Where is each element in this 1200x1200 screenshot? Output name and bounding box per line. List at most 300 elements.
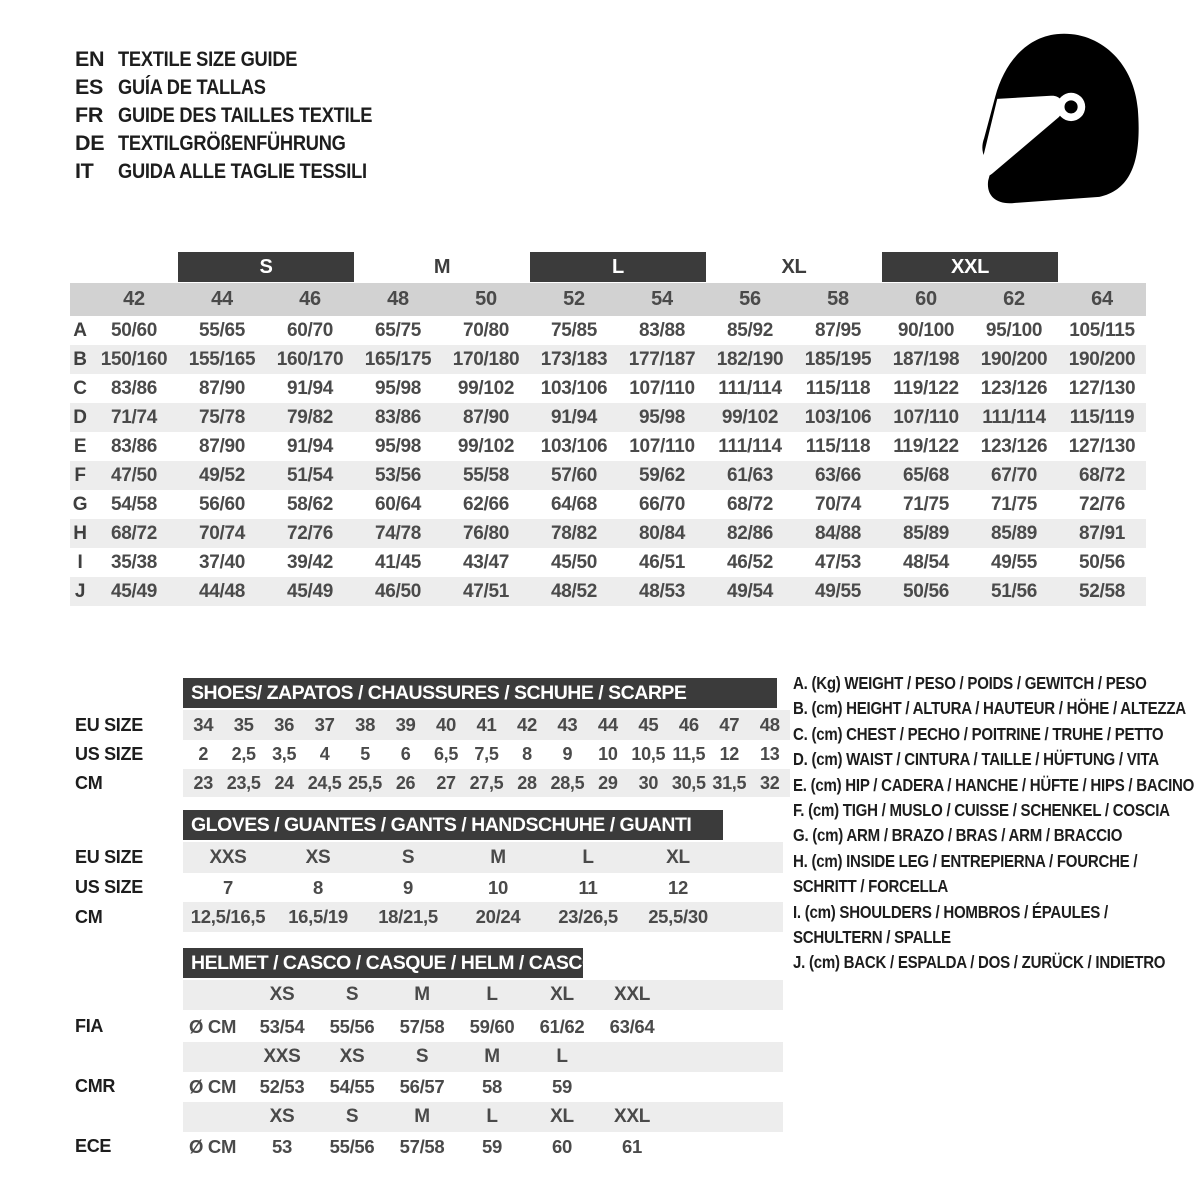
- size-value: 59: [552, 1076, 572, 1097]
- size-value: 8: [313, 877, 323, 898]
- language-code: FR: [75, 103, 104, 127]
- size-number: 50: [475, 288, 497, 310]
- size-value: 16,5/19: [288, 906, 348, 927]
- size-number: 52: [563, 288, 585, 310]
- measure-value: 59/62: [638, 465, 686, 486]
- measure-row-d: [70, 403, 1146, 432]
- measure-value: 67/70: [990, 465, 1038, 486]
- size-value: 12: [668, 877, 688, 898]
- size-value: 39: [395, 714, 416, 735]
- size-value: 27,5: [469, 773, 504, 793]
- measure-value: 95/98: [374, 378, 422, 399]
- measure-value: 50/56: [902, 581, 950, 602]
- size-value: 24,5: [307, 773, 342, 793]
- measure-row-b: [70, 345, 1146, 374]
- measure-row-i: [70, 548, 1146, 577]
- measure-value: 50/56: [1078, 552, 1126, 573]
- legend-line: C. (cm) CHEST / PECHO / POITRINE / TRUHE / PETTO: [793, 723, 1164, 744]
- size-number: 46: [299, 288, 321, 310]
- measure-value: 127/130: [1068, 378, 1136, 399]
- measure-value: 85/92: [726, 320, 774, 341]
- measure-value: 95/98: [374, 436, 422, 457]
- measure-value: 49/55: [814, 581, 862, 602]
- measure-value: 46/50: [374, 581, 422, 602]
- size-value: 60: [552, 1136, 572, 1157]
- legend-line: E. (cm) HIP / CADERA / HANCHE / HÜFTE / HIPS / BACINO: [793, 774, 1195, 795]
- gloves-us-size-label: US SIZE: [75, 877, 143, 897]
- size-value: 34: [193, 714, 214, 735]
- measure-value: 78/82: [550, 523, 598, 544]
- helmet-values-row-fia: [183, 1012, 783, 1041]
- measure-row-g: [70, 490, 1146, 519]
- size-value: L: [582, 847, 594, 868]
- size-value: 57/58: [399, 1136, 445, 1157]
- size-number: 62: [1003, 288, 1025, 310]
- size-number-row: [70, 283, 1146, 316]
- helmet-standard-label-cmr: CMR: [75, 1076, 116, 1096]
- measure-value: 83/86: [110, 378, 158, 399]
- size-value: XS: [269, 1106, 295, 1127]
- helmet-values-row-ece: [183, 1132, 783, 1161]
- measure-value: 83/86: [374, 407, 422, 428]
- legend-line: H. (cm) INSIDE LEG / ENTREPIERNA / FOURCHE /: [793, 850, 1138, 871]
- measure-value: 107/110: [629, 378, 695, 399]
- measure-value: 173/183: [540, 349, 608, 370]
- helmet-standard-label-fia: FIA: [75, 1016, 104, 1036]
- size-value: 30,5: [671, 773, 706, 793]
- measure-row-f: [70, 461, 1146, 490]
- measure-value: 103/106: [804, 407, 872, 428]
- shoes-cm-label: CM: [75, 773, 103, 793]
- measure-value: 51/54: [286, 465, 334, 486]
- size-value: 12: [719, 744, 739, 764]
- measure-value: 91/94: [286, 436, 334, 457]
- measure-value: 49/54: [726, 581, 774, 602]
- size-value: 59: [482, 1136, 502, 1157]
- measure-value: 115/118: [805, 436, 871, 457]
- size-value: 56/57: [399, 1076, 445, 1097]
- size-value: M: [490, 847, 506, 868]
- size-value: 10: [488, 877, 508, 898]
- row-letter: J: [74, 581, 86, 602]
- measure-value: 50/60: [110, 320, 158, 341]
- size-value: 40: [436, 714, 457, 735]
- measure-value: 48/54: [902, 552, 950, 573]
- measure-value: 155/165: [188, 349, 256, 370]
- measure-value: 115/118: [805, 378, 871, 399]
- measure-value: 119/122: [893, 378, 959, 399]
- size-value: 13: [760, 744, 780, 764]
- row-letter: D: [73, 407, 87, 428]
- gloves-section-header: GLOVES / GUANTES / GANTS / HANDSCHUHE / GUANTI: [183, 810, 723, 840]
- size-number: 54: [651, 288, 673, 310]
- measure-value: 165/175: [364, 349, 432, 370]
- size-value: 32: [760, 773, 780, 793]
- helmet-section-header: HELMET / CASCO / CASQUE / HELM / CASCO: [183, 948, 583, 978]
- size-value: 36: [274, 714, 295, 735]
- size-group-s: S: [178, 252, 354, 282]
- measure-value: 177/187: [628, 349, 696, 370]
- size-value: 23,5: [226, 773, 261, 793]
- measure-value: 187/198: [892, 349, 960, 370]
- measure-value: 51/56: [990, 581, 1038, 602]
- size-value: 47: [719, 714, 740, 735]
- legend-line: J. (cm) BACK / ESPALDA / DOS / ZURÜCK / INDIETRO: [793, 952, 1166, 973]
- size-value: 28,5: [550, 773, 585, 793]
- size-value: XXS: [209, 847, 247, 868]
- measure-value: 123/126: [980, 378, 1048, 399]
- measure-value: 47/53: [814, 552, 862, 573]
- measure-value: 63/66: [814, 465, 862, 486]
- measure-value: 91/94: [286, 378, 334, 399]
- shoes-us-size-label: US SIZE: [75, 744, 143, 764]
- size-value: 45: [638, 714, 659, 735]
- measure-value: 80/84: [638, 523, 686, 544]
- legend-line: D. (cm) WAIST / CINTURA / TAILLE / HÜFTUNG / VITA: [793, 749, 1159, 770]
- size-value: 12,5/16,5: [190, 906, 266, 927]
- measure-value: 75/78: [198, 407, 246, 428]
- measure-value: 150/160: [100, 349, 168, 370]
- size-value: 61/62: [539, 1016, 585, 1037]
- legend-line: SCHRITT / FORCELLA: [793, 876, 949, 897]
- measure-value: 127/130: [1068, 436, 1136, 457]
- measure-value: 72/76: [1078, 494, 1126, 515]
- size-value: 10: [598, 744, 618, 764]
- legend-line: G. (cm) ARM / BRAZO / BRAS / ARM / BRACCIO: [793, 825, 1123, 846]
- measure-value: 47/51: [462, 581, 510, 602]
- measure-value: 70/80: [462, 320, 510, 341]
- measure-value: 170/180: [452, 349, 520, 370]
- size-number: 58: [827, 288, 849, 310]
- measure-value: 115/119: [1069, 407, 1135, 428]
- row-letter: I: [77, 552, 83, 573]
- size-value: 37: [314, 714, 335, 735]
- size-value: XS: [269, 984, 295, 1005]
- measure-value: 82/86: [726, 523, 774, 544]
- size-value: L: [486, 1106, 498, 1127]
- row-letter: B: [73, 349, 87, 370]
- row-letter: E: [73, 436, 87, 457]
- legend-line: A. (Kg) WEIGHT / PESO / POIDS / GEWITCH / PESO: [793, 673, 1147, 693]
- language-row: [75, 157, 411, 185]
- language-code: EN: [75, 47, 105, 71]
- size-value: 59/60: [469, 1016, 515, 1037]
- measure-value: 61/63: [726, 465, 774, 486]
- size-value: 11: [578, 877, 598, 898]
- size-value: XL: [550, 1106, 574, 1127]
- size-value: L: [486, 984, 498, 1005]
- measure-value: 95/98: [638, 407, 686, 428]
- shoes-eu-row: [183, 710, 790, 740]
- size-value: XXL: [613, 984, 651, 1005]
- legend-line: I. (cm) SHOULDERS / HOMBROS / ÉPAULES /: [793, 901, 1108, 922]
- measure-row-a: [70, 316, 1146, 345]
- measure-value: 49/52: [198, 465, 246, 486]
- measure-value: 60/70: [286, 320, 334, 341]
- gloves-eu-row: [183, 842, 783, 873]
- textile-size-table: [70, 252, 1146, 612]
- measure-value: 48/52: [550, 581, 598, 602]
- measure-value: 71/74: [110, 407, 158, 428]
- measure-value: 123/126: [980, 436, 1048, 457]
- measure-value: 74/78: [374, 523, 422, 544]
- size-value: 18/21,5: [378, 906, 438, 927]
- measure-row-h: [70, 519, 1146, 548]
- size-value: XS: [339, 1046, 365, 1067]
- measure-value: 103/106: [540, 378, 608, 399]
- size-value: 5: [360, 744, 370, 764]
- row-letter: F: [74, 465, 86, 486]
- measure-value: 70/74: [814, 494, 862, 515]
- helmet-sizes-row-ece: [183, 1102, 783, 1132]
- language-title: TEXTILE SIZE GUIDE: [118, 47, 298, 71]
- measure-value: 99/102: [457, 436, 515, 457]
- measure-value: 72/76: [286, 523, 334, 544]
- size-value: 2: [198, 744, 209, 764]
- size-value: 27: [436, 773, 456, 793]
- measure-value: 71/75: [902, 494, 950, 515]
- measure-value: 119/122: [893, 436, 959, 457]
- size-value: 30: [638, 773, 659, 793]
- row-letter: H: [73, 523, 87, 544]
- measure-value: 41/45: [374, 552, 422, 573]
- size-value: 44: [597, 714, 618, 735]
- measure-value: 99/102: [457, 378, 515, 399]
- measure-value: 70/74: [198, 523, 246, 544]
- size-value: 2,5: [231, 744, 256, 764]
- measure-value: 62/66: [462, 494, 510, 515]
- shoes-cm-row: [183, 769, 790, 797]
- size-number: 60: [915, 288, 937, 310]
- measure-value: 46/52: [726, 552, 774, 573]
- size-number: 42: [123, 288, 145, 310]
- measure-value: 85/89: [902, 523, 950, 544]
- measure-value: 48/53: [638, 581, 686, 602]
- size-value: 20/24: [475, 906, 521, 927]
- measure-row-c: [70, 374, 1146, 403]
- size-value: 4: [319, 744, 330, 764]
- size-value: XS: [305, 847, 331, 868]
- measure-value: 83/88: [638, 320, 686, 341]
- size-value: 31,5: [712, 773, 747, 793]
- legend-line: F. (cm) TIGH / MUSLO / CUISSE / SCHENKEL / COSCIA: [793, 799, 1170, 820]
- size-number: 64: [1091, 288, 1113, 310]
- shoes-eu-size-label: EU SIZE: [75, 715, 143, 735]
- row-letter: G: [72, 494, 88, 515]
- measure-value: 105/115: [1069, 320, 1135, 341]
- row-letter: A: [73, 320, 87, 341]
- size-value: S: [401, 847, 415, 868]
- measure-value: 65/75: [374, 320, 422, 341]
- measure-value: 84/88: [814, 523, 862, 544]
- size-value: 24: [274, 773, 294, 793]
- measurement-legend: [793, 671, 1200, 976]
- gloves-eu-size-label: EU SIZE: [75, 847, 143, 867]
- measure-value: 39/42: [286, 552, 334, 573]
- size-value: 7,5: [474, 744, 499, 764]
- measure-value: 87/90: [462, 407, 510, 428]
- size-number: 56: [739, 288, 761, 310]
- measure-value: 45/50: [550, 552, 598, 573]
- size-value: XXL: [613, 1106, 651, 1127]
- size-value: 26: [395, 773, 416, 793]
- language-code: IT: [75, 159, 94, 183]
- measure-value: 111/114: [982, 407, 1046, 428]
- size-value: 3,5: [272, 744, 297, 764]
- size-value: 46: [678, 714, 699, 735]
- size-value: 25,5/30: [648, 906, 708, 927]
- size-value: 11,5: [672, 744, 706, 764]
- measure-value: 65/68: [902, 465, 950, 486]
- measure-value: 87/95: [814, 320, 862, 341]
- language-row: [75, 73, 292, 101]
- measure-value: 46/51: [638, 552, 686, 573]
- measure-value: 64/68: [550, 494, 598, 515]
- size-value: 38: [355, 714, 376, 735]
- size-value: M: [484, 1046, 500, 1067]
- measure-value: 68/72: [110, 523, 158, 544]
- measure-value: 52/58: [1078, 581, 1126, 602]
- shoes-us-row: [183, 741, 790, 768]
- measure-value: 76/80: [462, 523, 510, 544]
- size-value: 54/55: [329, 1076, 375, 1097]
- helmet-sizes-row-cmr: [183, 1042, 783, 1072]
- helmet-sizes-row-fia: [183, 980, 783, 1010]
- measure-value: 95/100: [985, 320, 1043, 341]
- measure-value: 66/70: [638, 494, 686, 515]
- measure-value: 37/40: [198, 552, 246, 573]
- language-title: TEXTILGRÖßENFÜHRUNG: [118, 131, 346, 155]
- measure-value: 190/200: [1068, 349, 1136, 370]
- size-value: 25,5: [348, 773, 382, 793]
- measure-value: 58/62: [286, 494, 334, 515]
- language-row: [75, 45, 329, 73]
- measure-value: 87/91: [1078, 523, 1126, 544]
- size-number: 44: [211, 288, 233, 310]
- measure-value: 107/110: [893, 407, 959, 428]
- size-group-m: M: [433, 256, 451, 278]
- diameter-cm-prefix: Ø CM: [189, 1136, 237, 1157]
- size-number: 48: [387, 288, 409, 310]
- size-value: 8: [522, 744, 532, 764]
- size-value: 55/56: [329, 1016, 375, 1037]
- size-value: XL: [666, 847, 690, 868]
- language-title: GUÍA DE TALLAS: [118, 75, 266, 99]
- measure-value: 111/114: [718, 436, 782, 457]
- size-group-xl: XL: [781, 256, 807, 278]
- size-value: 58: [482, 1076, 502, 1097]
- measure-value: 35/38: [110, 552, 158, 573]
- measure-value: 190/200: [980, 349, 1048, 370]
- gloves-cm-row: [183, 902, 783, 932]
- measure-value: 160/170: [276, 349, 344, 370]
- size-value: M: [414, 1106, 430, 1127]
- size-value: 23/26,5: [558, 906, 618, 927]
- measure-value: 57/60: [550, 465, 598, 486]
- measure-value: 60/64: [374, 494, 422, 515]
- measure-value: 49/55: [990, 552, 1038, 573]
- size-value: S: [345, 984, 359, 1005]
- size-value: S: [345, 1106, 359, 1127]
- size-value: 7: [223, 877, 233, 898]
- measure-value: 45/49: [286, 581, 334, 602]
- language-row: [75, 101, 417, 129]
- size-value: L: [556, 1046, 568, 1067]
- size-value: 53: [272, 1136, 292, 1157]
- size-value: XXS: [263, 1046, 301, 1067]
- size-value: 6,5: [433, 744, 459, 764]
- measure-value: 43/47: [462, 552, 510, 573]
- size-value: 9: [403, 877, 413, 898]
- measure-value: 71/75: [990, 494, 1038, 515]
- size-value: 23: [193, 773, 213, 793]
- language-title: GUIDE DES TAILLES TEXTILE: [118, 103, 373, 127]
- size-value: 43: [557, 714, 578, 735]
- measure-value: 47/50: [110, 465, 158, 486]
- measure-value: 56/60: [198, 494, 246, 515]
- size-value: 41: [476, 714, 497, 735]
- size-value: 52/53: [259, 1076, 305, 1097]
- size-value: 6: [400, 744, 411, 764]
- language-row: [75, 129, 386, 157]
- measure-row-j: [70, 577, 1146, 606]
- shoes-section-header: SHOES/ ZAPATOS / CHAUSSURES / SCHUHE / SCARPE: [183, 678, 777, 708]
- row-letter: C: [73, 378, 87, 399]
- size-value: 35: [233, 714, 254, 735]
- size-value: 28: [517, 773, 537, 793]
- measure-value: 45/49: [110, 581, 158, 602]
- diameter-cm-prefix: Ø CM: [189, 1016, 237, 1037]
- measure-value: 55/58: [462, 465, 510, 486]
- measure-value: 99/102: [721, 407, 779, 428]
- measure-value: 68/72: [1078, 465, 1126, 486]
- measure-value: 55/65: [198, 320, 246, 341]
- measure-value: 90/100: [897, 320, 955, 341]
- size-value: 29: [598, 773, 618, 793]
- measure-value: 185/195: [804, 349, 872, 370]
- size-group-l: L: [530, 252, 706, 282]
- size-value: 57/58: [399, 1016, 445, 1037]
- size-value: 63/64: [609, 1016, 655, 1037]
- measure-value: 75/85: [550, 320, 598, 341]
- helmet-standard-label-ece: ECE: [75, 1136, 112, 1156]
- measure-value: 103/106: [540, 436, 608, 457]
- language-code: DE: [75, 131, 105, 155]
- measure-value: 87/90: [198, 378, 246, 399]
- size-value: M: [414, 984, 430, 1005]
- size-value: 61: [622, 1136, 642, 1157]
- language-title: GUIDA ALLE TAGLIE TESSILI: [118, 159, 367, 183]
- measure-value: 79/82: [286, 407, 334, 428]
- gloves-cm-label: CM: [75, 907, 103, 927]
- measure-value: 54/58: [110, 494, 158, 515]
- measure-value: 85/89: [990, 523, 1038, 544]
- measure-value: 44/48: [198, 581, 246, 602]
- racing-helmet-icon: [980, 24, 1150, 206]
- measure-value: 111/114: [718, 378, 782, 399]
- size-value: S: [415, 1046, 429, 1067]
- measure-value: 83/86: [110, 436, 158, 457]
- size-value: 53/54: [259, 1016, 305, 1037]
- size-value: 9: [562, 744, 573, 764]
- measure-value: 107/110: [629, 436, 695, 457]
- measure-value: 91/94: [550, 407, 598, 428]
- size-value: XL: [550, 984, 574, 1005]
- legend-line: B. (cm) HEIGHT / ALTURA / HAUTEUR / HÖHE / ALTEZZA: [793, 698, 1186, 719]
- measure-row-e: [70, 432, 1146, 461]
- legend-line: SCHULTERN / SPALLE: [793, 926, 951, 947]
- measure-value: 182/190: [716, 349, 784, 370]
